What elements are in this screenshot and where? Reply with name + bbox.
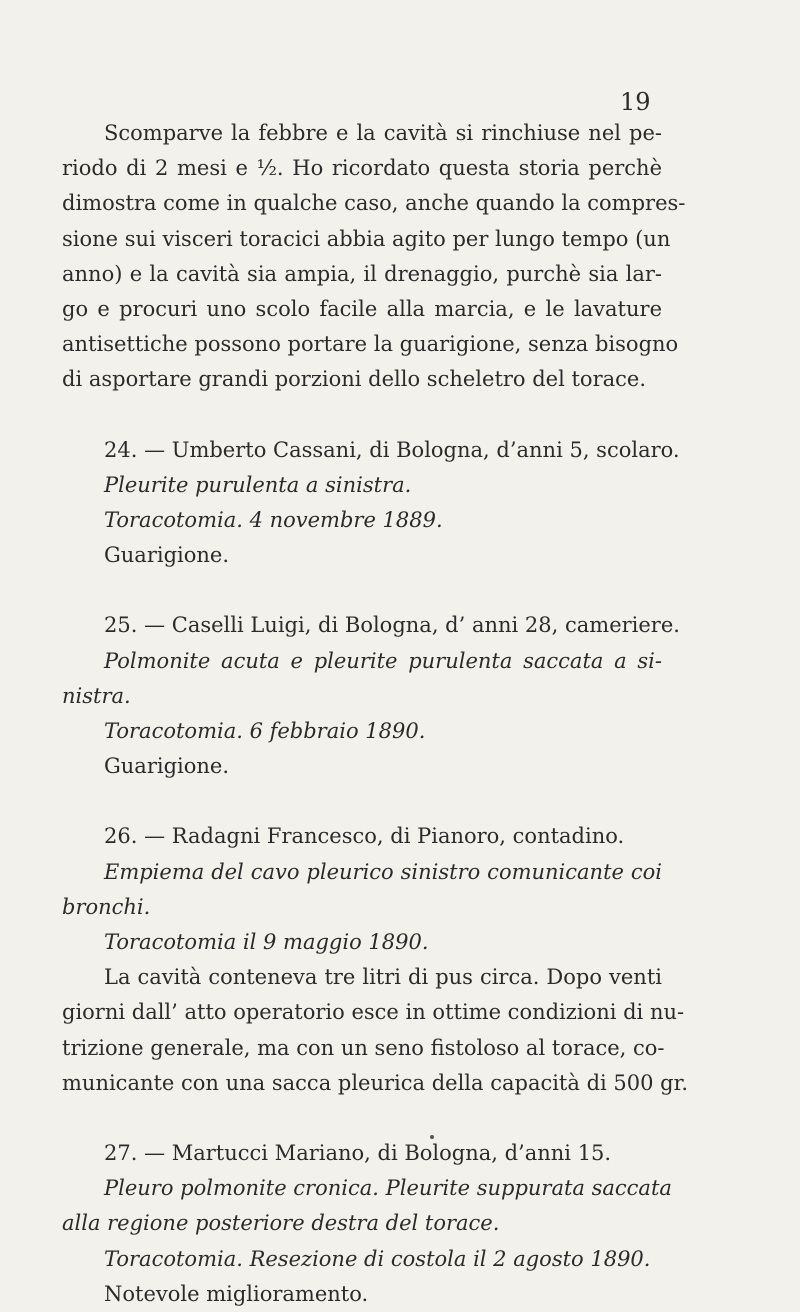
case-operation: Toracotomia il 9 maggio 1890. [104,930,429,955]
case-diagnosis: Polmonite acuta e pleurite purulenta saccata a si- [104,648,662,673]
intro-line: sione sui visceri toracici abbia agito per lungo tempo (un [62,226,671,251]
intro-line: anno) e la cavità sia ampia, il drenaggio, purchè sia lar- [62,261,662,286]
intro-line: go e procuri uno scolo facile alla marcia, e le lavature [62,297,662,322]
case-outcome: trizione generale, ma con un seno fistoloso al torace, co- [62,1035,665,1060]
case-outcome: Notevole miglioramento. [104,1281,369,1306]
body-text [62,116,689,1312]
intro-line: di asportare grandi porzioni dello scheletro del torace. [62,367,647,392]
case-diagnosis: alla regione posteriore destra del torace. [62,1211,500,1236]
intro-line: riodo di 2 mesi e ½. Ho ricordato questa storia perchè [62,156,662,181]
case-operation: Toracotomia. 4 novembre 1889. [104,508,443,533]
case-header: 25. — Caselli Luigi, di Bologna, d’ anni 28, cameriere. [104,613,680,638]
case-diagnosis: Empiema del cavo pleurico sinistro comunicante coi [104,859,662,884]
case-outcome: giorni dall’ atto operatorio esce in ottime condizioni di nu- [62,1000,685,1025]
case-header: 27. — Martucci Mariano, di Bologna, d’anni 15. [104,1141,612,1166]
intro-line: dimostra come in qualche caso, anche quando la compres- [62,191,686,216]
case-operation: Toracotomia. 6 febbraio 1890. [104,719,426,744]
case-diagnosis: Pleurite purulenta a sinistra. [104,472,412,497]
case-diagnosis: nistra. [62,683,131,708]
case-header: 24. — Umberto Cassani, di Bologna, d’anni 5, scolaro. [104,437,680,462]
page-number: 19 [620,88,651,116]
case-diagnosis: Pleuro polmonite cronica. Pleurite suppurata saccata [104,1176,672,1201]
ink-speck [430,1135,434,1139]
case-outcome: La cavità conteneva tre litri di pus circa. Dopo venti [104,965,662,990]
case-outcome: Guarigione. [104,543,230,568]
case-header: 26. — Radagni Francesco, di Pianoro, contadino. [104,824,625,849]
case-outcome: Guarigione. [104,754,230,779]
intro-line: Scomparve la febbre e la cavità si rinchiuse nel pe- [104,121,662,145]
case-operation: Toracotomia. Resezione di costola il 2 agosto 1890. [104,1246,651,1271]
case-diagnosis: bronchi. [62,894,151,919]
case-outcome: municante con una sacca pleurica della capacità di 500 gr. [62,1070,689,1095]
intro-line: antisettiche possono portare la guarigione, senza bisogno [62,332,679,357]
